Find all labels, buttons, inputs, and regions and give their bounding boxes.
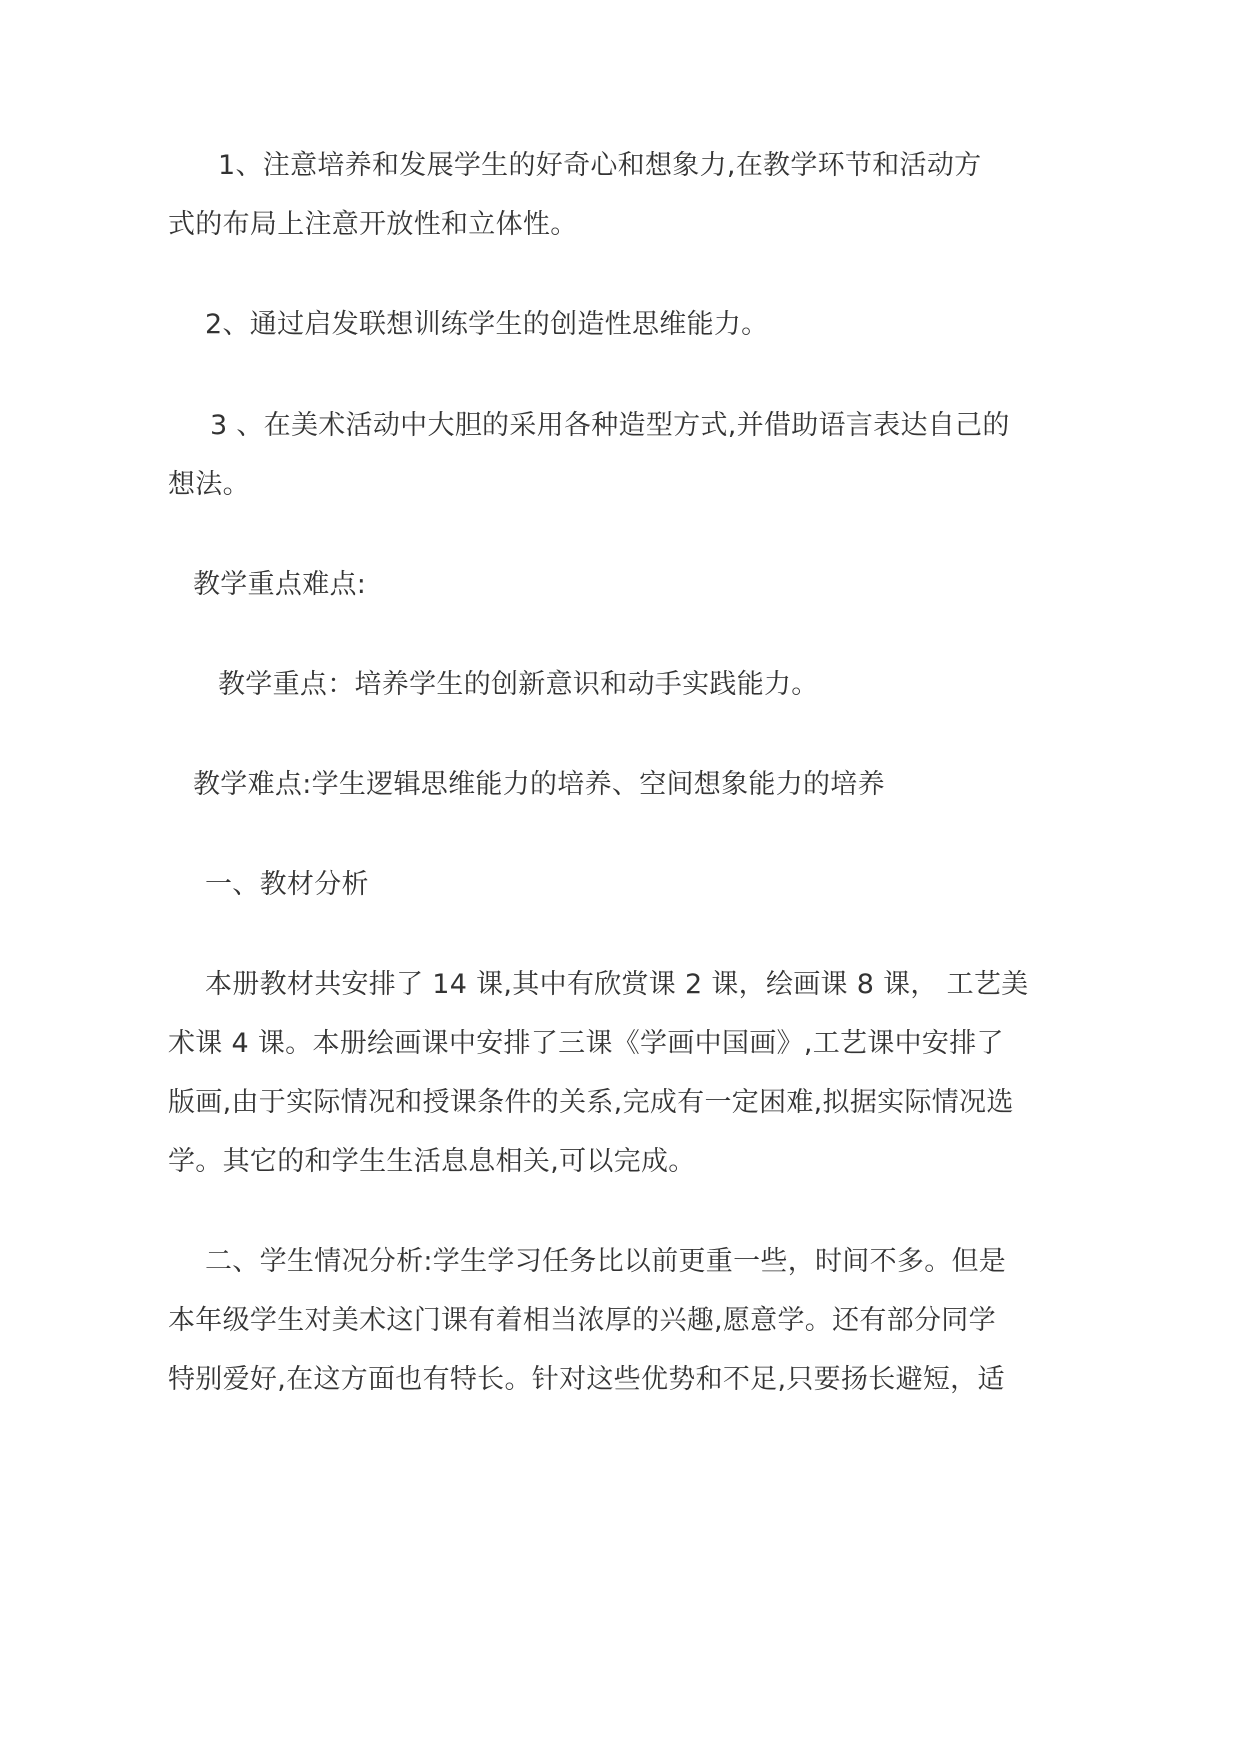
textbook-analysis-heading: 一、教材分析 (205, 869, 369, 900)
key-point: 教学重点：培养学生的创新意识和动手实践能力。 (218, 669, 819, 700)
student-analysis-line-2: 本年级学生对美术这门课有着相当浓厚的兴趣,愿意学。还有部分同学 (168, 1305, 996, 1336)
objective-3-line-2: 想法。 (168, 469, 250, 500)
objective-3-line-1: 3 、在美术活动中大胆的采用各种造型方式,并借助语言表达自己的 (210, 410, 1010, 441)
textbook-analysis-line-4: 学。其它的和学生生活息息相关,可以完成。 (168, 1146, 696, 1177)
objective-2-line-1: 2、通过启发联想训练学生的创造性思维能力。 (205, 309, 769, 340)
student-analysis-line-3: 特别爱好,在这方面也有特长。针对这些优势和不足,只要扬长避短，适 (168, 1364, 1005, 1395)
textbook-analysis-line-3: 版画,由于实际情况和授课条件的关系,完成有一定困难,拟据实际情况选 (168, 1087, 1014, 1118)
textbook-analysis-line-2: 术课 4 课。本册绘画课中安排了三课《学画中国画》,工艺课中安排了 (168, 1028, 1004, 1059)
student-analysis-line-1: 二、学生情况分析:学生学习任务比以前更重一些，时间不多。但是 (205, 1246, 1007, 1277)
objective-1-line-2: 式的布局上注意开放性和立体性。 (168, 209, 578, 240)
objective-1-line-1: 1、注意培养和发展学生的好奇心和想象力,在教学环节和活动方 (218, 150, 982, 181)
textbook-analysis-line-1: 本册教材共安排了 14 课,其中有欣赏课 2 课，绘画课 8 课， 工艺美 (205, 969, 1029, 1000)
key-difficult-heading: 教学重点难点: (193, 569, 367, 600)
difficult-point: 教学难点:学生逻辑思维能力的培养、空间想象能力的培养 (193, 769, 885, 800)
